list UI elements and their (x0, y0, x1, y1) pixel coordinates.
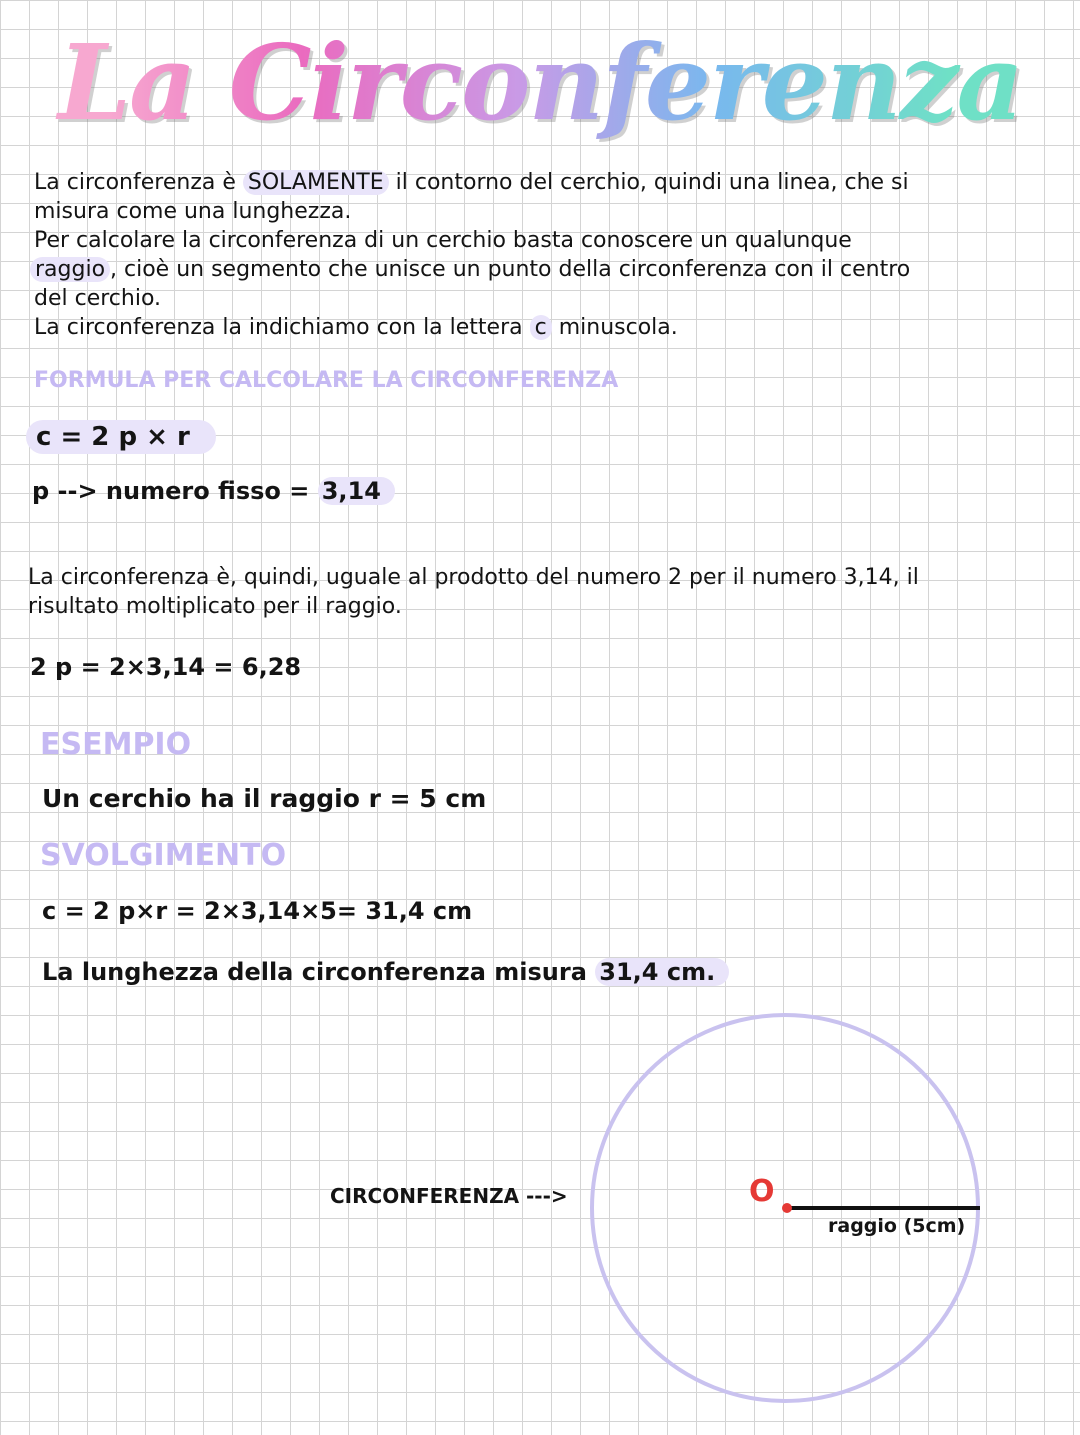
text: La circonferenza la indichiamo con la lettera (34, 315, 530, 340)
highlight-value: 3,14 (318, 477, 395, 505)
explanation-line: risultato moltiplicato per il raggio. (28, 594, 402, 619)
radius-label: raggio (5cm) (828, 1215, 966, 1237)
text: minuscola. (551, 315, 678, 340)
circumference-label: CIRCONFERENZA ---> (330, 1184, 568, 1208)
highlight-solamente: SOLAMENTE (243, 170, 389, 195)
intro-line (34, 168, 1054, 197)
highlight-c: c (530, 315, 552, 340)
formula-heading: FORMULA PER CALCOLARE LA CIRCONFERENZA (34, 368, 619, 393)
page-title: La Circonferenza (0, 18, 1080, 148)
text: il contorno del cerchio, quindi una linea, che si (388, 170, 909, 195)
solution-heading: SVOLGIMENTO (40, 838, 287, 873)
explanation (28, 563, 1068, 621)
conclusion (42, 955, 729, 989)
text: , cioè un segmento che unisce un punto della circonferenza con il centro (110, 257, 911, 282)
two-p-formula: 2 p = 2×3,14 = 6,28 (30, 653, 302, 681)
intro-line: del cerchio. (34, 286, 162, 311)
radius-line (790, 1206, 980, 1210)
intro-line (34, 313, 1054, 342)
highlight-raggio: raggio (30, 257, 110, 282)
center-point (782, 1203, 792, 1213)
intro-line: misura come una lunghezza. (34, 199, 352, 224)
solution-formula: c = 2 p×r = 2×3,14×5= 31,4 cm (42, 897, 473, 925)
text: La lunghezza della circonferenza misura (42, 958, 596, 986)
formula (26, 420, 216, 454)
text: p --> numero fisso = (32, 477, 318, 505)
example-text: Un cerchio ha il raggio r = 5 cm (42, 784, 487, 813)
explanation-line: La circonferenza è, quindi, uguale al prodotto del numero 2 per il numero 3,14, il (28, 565, 919, 590)
intro-line: Per calcolare la circonferenza di un cerchio basta conoscere un qualunque (34, 228, 852, 253)
text: La circonferenza è (34, 170, 243, 195)
center-label: O (749, 1174, 775, 1209)
example-heading: ESEMPIO (40, 727, 192, 762)
highlight-result: 31,4 cm. (595, 958, 729, 986)
formula-text: c = 2 p × r (26, 420, 216, 454)
intro-paragraph (34, 168, 1054, 342)
p-definition (32, 474, 395, 508)
intro-line (30, 255, 1054, 284)
